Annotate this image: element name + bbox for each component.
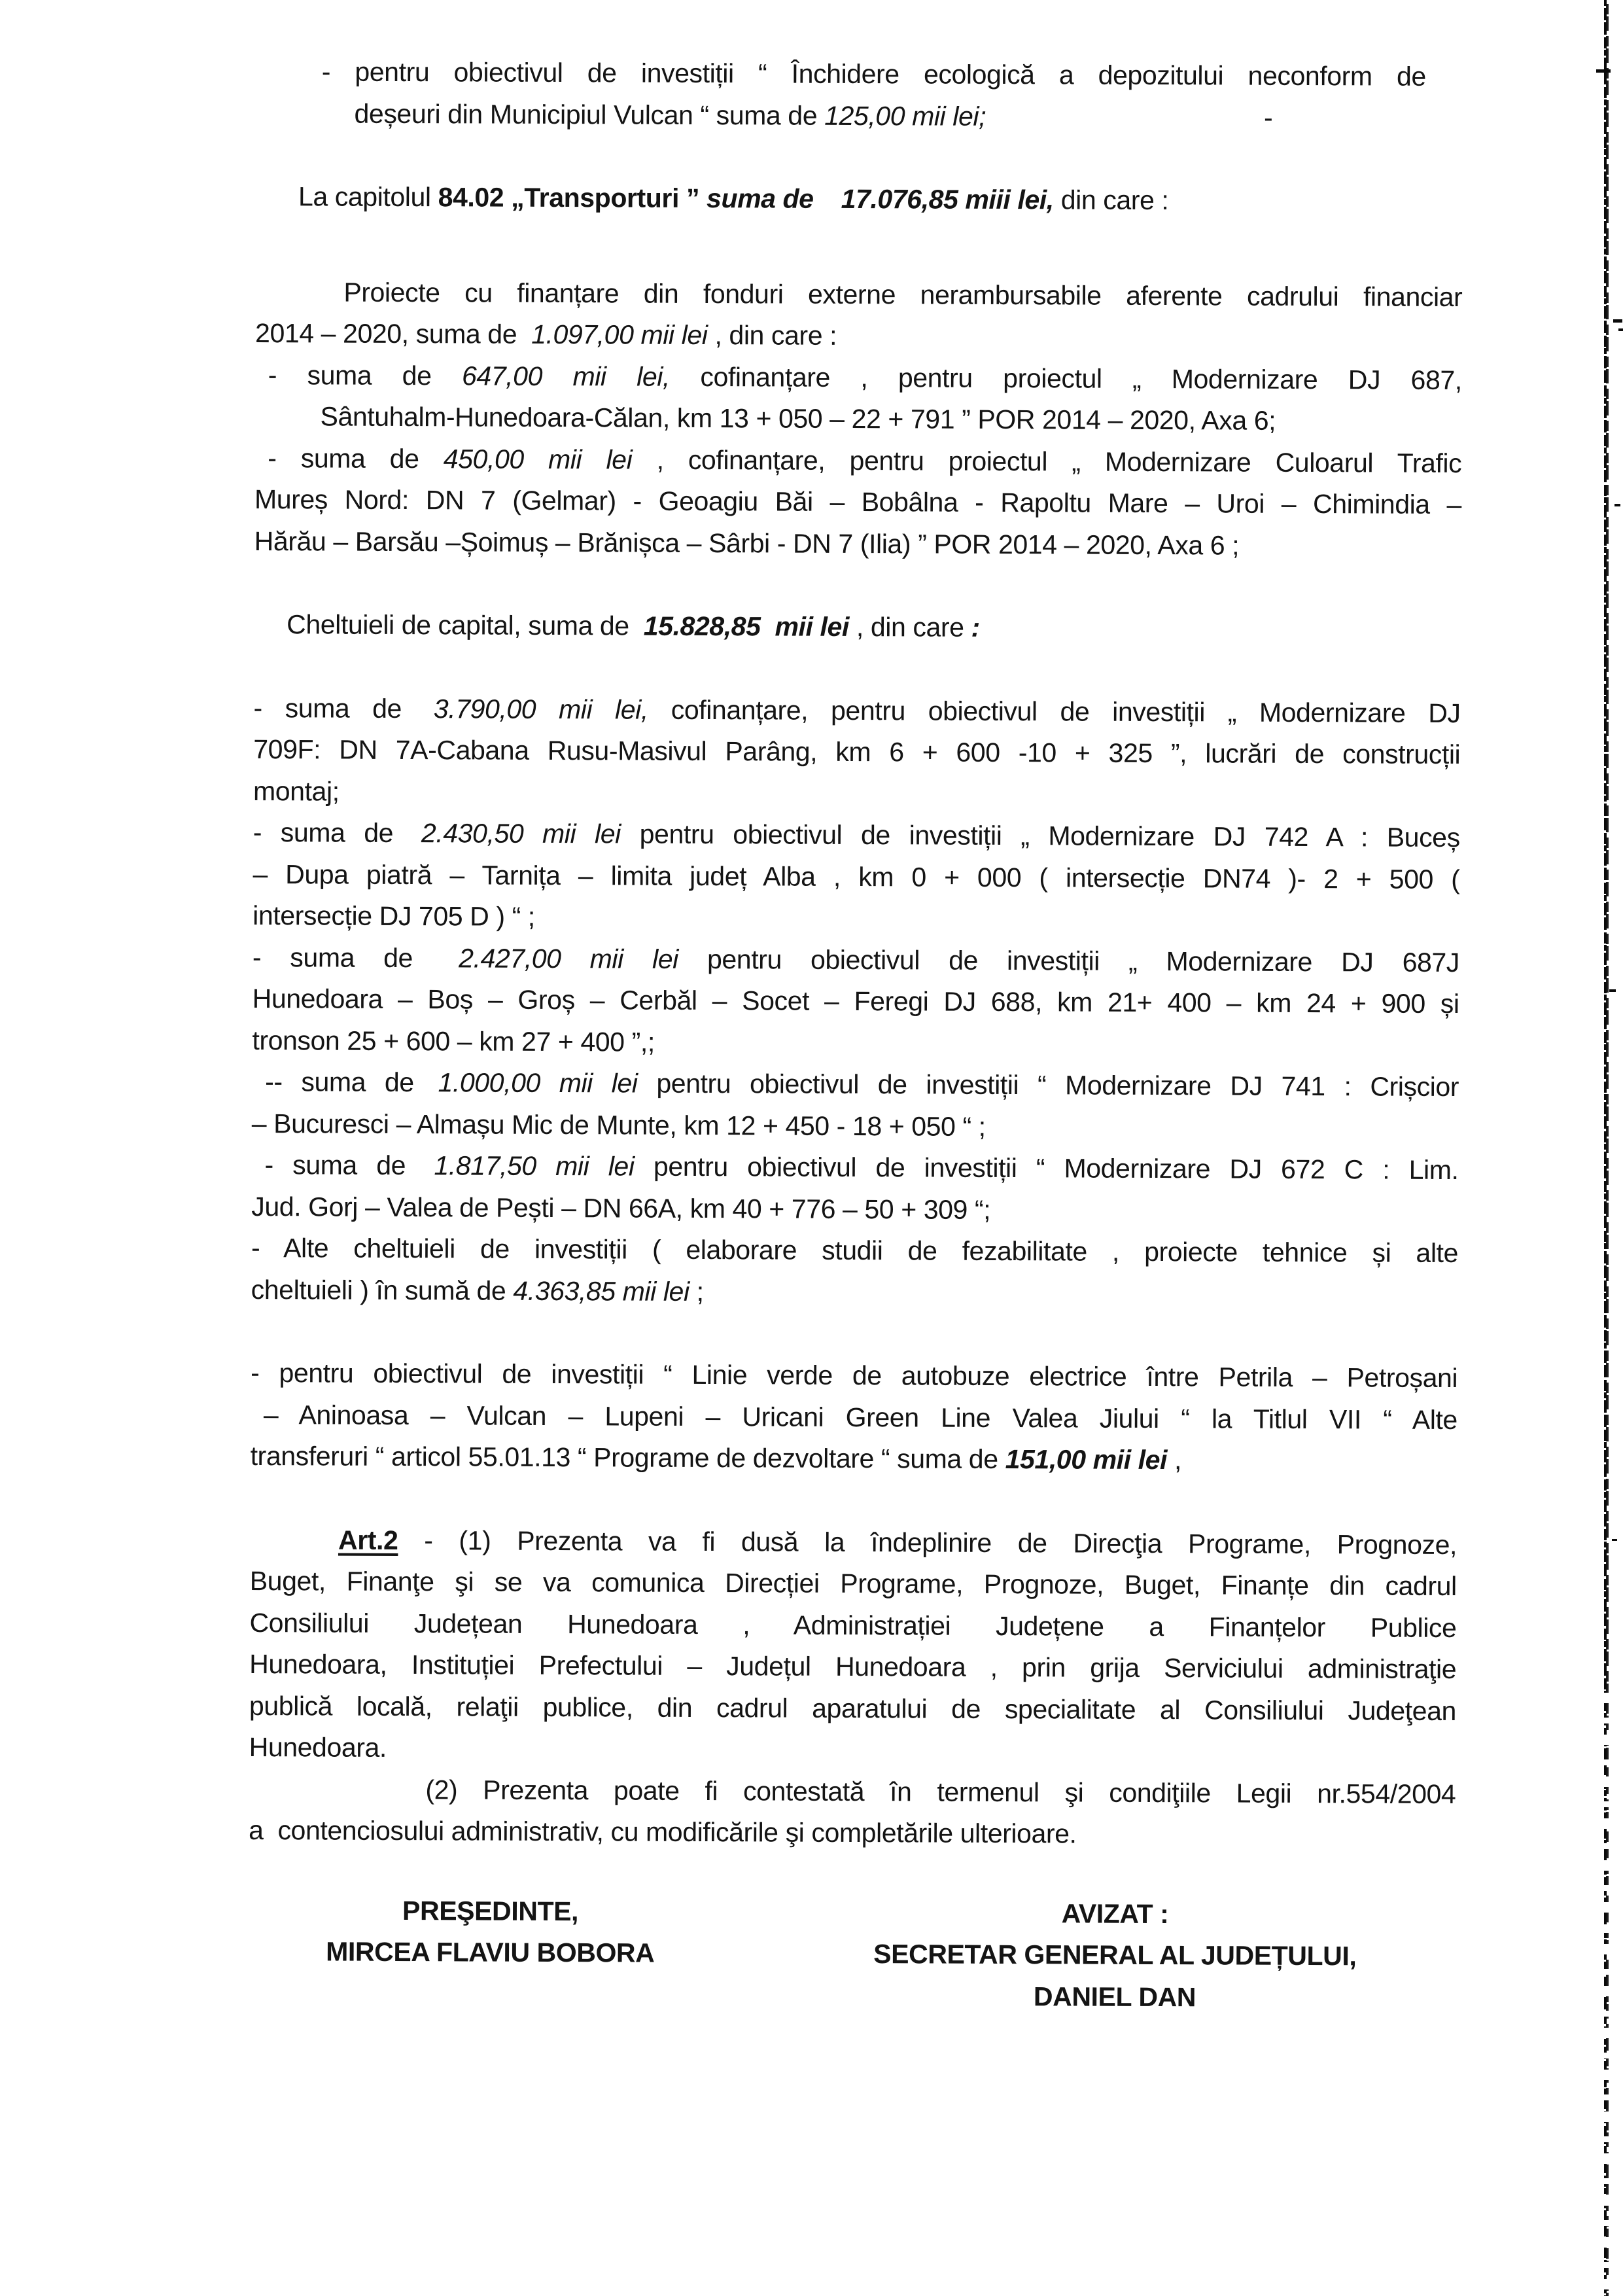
- doc-line: [249, 1685, 1456, 1732]
- doc-line: [253, 978, 1459, 1025]
- text-run: - pentru obiectivul de investiții “ Închidere ecologică a depozitului neconform de: [321, 56, 1426, 92]
- text-run: cofinanțare , pentru proiectul „ Modernizare DJ 687,: [669, 361, 1462, 395]
- text-run: montaj;: [253, 775, 340, 807]
- scan-speck: [1613, 319, 1622, 323]
- doc-line: [253, 812, 1460, 859]
- doc-line: [253, 936, 1459, 983]
- text-run: - pentru obiectivul de investiții “ Linie verde de autobuze electrice între Petrila – Petroșani: [251, 1357, 1458, 1394]
- scan-speck: [1618, 328, 1623, 331]
- text-run: 1.097,00 mii lei: [531, 319, 708, 351]
- text-run: din care :: [1053, 185, 1169, 216]
- text-run: 647,00 mii lei,: [461, 360, 671, 392]
- doc-line: [252, 1103, 1459, 1150]
- text-run: pentru obiectivul de investiții „ Modernizare DJ 742 A : Buceș: [620, 819, 1460, 853]
- text-run: „Transporturi ”: [511, 182, 707, 214]
- signature-line: PREŞEDINTE,: [402, 1895, 579, 1926]
- doc-line: [250, 1436, 1457, 1483]
- text-run: cheltuieli ) în sumă de: [251, 1274, 514, 1306]
- doc-line: [251, 1227, 1458, 1275]
- text-run: Consiliului Județean Hunedoara , Administrației Județene a Finanțelor Publice: [249, 1607, 1457, 1643]
- text-run: - suma de: [252, 942, 442, 973]
- doc-line: [253, 729, 1460, 776]
- text-run: , cofinanțare, pentru proiectul „ Modernizare Culoarul Trafic: [632, 444, 1462, 478]
- text-run: Hunedoara.: [249, 1731, 387, 1763]
- doc-line: [268, 438, 1461, 484]
- text-run: 4.363,85 mii lei: [513, 1275, 689, 1307]
- doc-line: [249, 1644, 1456, 1691]
- signature-block-left: [287, 1890, 693, 2016]
- text-run: deșeuri din Municipiul Vulcan “ suma de: [354, 98, 825, 131]
- text-run: Buget, Finanţe şi se va comunica Direcției Programe, Prognoze, Buget, Finanțe din cadrul: [249, 1565, 1457, 1602]
- doc-line: [253, 853, 1459, 900]
- text-run: Cheltuieli de capital, suma de: [287, 609, 644, 641]
- text-run: - suma de: [268, 359, 462, 391]
- text-run: suma de: [707, 183, 814, 214]
- doc-line: [264, 1144, 1458, 1191]
- scan-edge-breaks: [1601, 1682, 1612, 2296]
- text-run: 17.076,85 miii lei,: [841, 183, 1054, 215]
- text-run: – Dupa piatră – Tarnița – limita județ Alba , km 0 + 000 ( intersecție DN74 )- 2 + 500 (: [253, 858, 1460, 894]
- text-run: La capitolul: [298, 181, 438, 213]
- doc-line: [322, 51, 1426, 97]
- text-run: 15.828,85 mii lei: [643, 610, 850, 642]
- text-run: Proiecte cu finanțare din fonduri externe nerambursabile aferente cadrului financiar: [343, 277, 1463, 312]
- text-run: cofinanțare, pentru obiectivul de investiții „ Modernizare DJ: [648, 694, 1461, 728]
- text-run: - Alte cheltuieli de investiții ( elaborare studii de fezabilitate , proiecte tehnice și alte: [251, 1232, 1459, 1269]
- scan-speck: [1609, 989, 1616, 992]
- text-run: Hunedoara – Boș – Groș – Cerbăl – Socet – Feregi DJ 688, km 21+ 400 – km 24 + 900 și: [252, 983, 1459, 1019]
- doc-line: [354, 93, 1425, 139]
- text-run: - suma de: [253, 817, 413, 849]
- signature-block-right: [837, 1892, 1393, 2019]
- text-run: - suma de: [253, 692, 425, 724]
- doc-line: [249, 1727, 1456, 1774]
- text-run: 2.430,50 mii lei: [421, 818, 621, 849]
- doc-line: [254, 520, 1461, 567]
- text-run: – Aninoasa – Vulcan – Lupeni – Uricani Green Line Valea Jiului “ la Titlul VII “ Alte: [263, 1399, 1457, 1435]
- text-run: tronson 25 + 600 – km 27 + 400 ”,;: [252, 1025, 655, 1057]
- doc-line: [249, 1602, 1456, 1649]
- text-run: intersecție DJ 705 D ) “ ;: [253, 900, 535, 932]
- doc-line: [249, 1810, 1456, 1857]
- text-run: , din care: [848, 611, 971, 643]
- text-run: Hunedoara, Instituției Prefectului – Județul Hunedoara , prin grija Serviciului administraţie: [249, 1648, 1457, 1685]
- text-run: 125,00 mii lei;: [824, 100, 986, 132]
- text-run: Hărău – Barsău –Șoimuș – Brănișca – Sârbi - DN 7 (Ilia) ” POR 2014 – 2020, Axa 6 ;: [254, 525, 1240, 561]
- doc-line: [251, 1352, 1457, 1400]
- text-run: 450,00 mii lei: [443, 443, 633, 475]
- doc-line: [255, 313, 1462, 360]
- text-run: :: [971, 612, 980, 643]
- text-run: pentru obiectivul de investiții „ Modernizare DJ 687J: [678, 944, 1460, 978]
- scan-speck: [1596, 69, 1611, 73]
- doc-line: [287, 604, 1461, 650]
- text-run: transferuri “ articol 55.01.13 “ Programe de dezvoltare “ suma de: [250, 1440, 1005, 1475]
- doc-line: [252, 1019, 1459, 1067]
- doc-line: [253, 687, 1460, 734]
- doc-line: [253, 895, 1459, 942]
- text-run: , din care :: [707, 320, 837, 351]
- text-run: Mureș Nord: DN 7 (Gelmar) - Geoagiu Băi – Bobâlna - Rapoltu Mare – Uroi – Chimindia –: [254, 484, 1462, 520]
- text-run: (2) Prezenta poate fi contestată în termenul şi condiţiile Legii nr.554/2004: [425, 1774, 1456, 1809]
- doc-line: [425, 1769, 1456, 1815]
- text-run: Jud. Gorj – Valea de Pești – DN 66A, km 40 + 776 – 50 + 309 “;: [251, 1191, 991, 1225]
- signature-line: AVIZAT :: [1061, 1898, 1169, 1929]
- doc-line: [265, 1061, 1459, 1108]
- text-run: 2.427,00 mii lei: [459, 942, 678, 974]
- text-run: - suma de: [268, 442, 444, 474]
- text-run: Art.2: [338, 1525, 398, 1555]
- text-run: – Bucuresci – Almașu Mic de Munte, km 12 + 450 - 18 + 050 “ ;: [251, 1108, 986, 1142]
- text-run: - (1) Prezenta va fi dusă la îndeplinire de Direcţia Programe, Prognoze,: [398, 1525, 1457, 1560]
- text-run: 1.817,50 mii lei: [434, 1150, 635, 1182]
- text-run: pentru obiectivul de investiții “ Modernizare DJ 672 C : Lim.: [634, 1151, 1459, 1186]
- scan-speck: [1612, 1539, 1617, 1541]
- text-run: ;: [689, 1276, 704, 1307]
- doc-line: [338, 1519, 1457, 1566]
- doc-line: [254, 479, 1461, 526]
- text-run: - suma de: [264, 1150, 425, 1181]
- doc-line: [251, 1269, 1458, 1316]
- doc-line: [253, 770, 1460, 817]
- text-run: 3.790,00 mii lei,: [433, 693, 649, 725]
- signature-line: SECRETAR GENERAL AL JUDEȚULUI,: [873, 1939, 1357, 1971]
- text-run: publică locală, relaţii publice, din cadrul aparatului de specialitate al Consiliului Judeţean: [249, 1690, 1457, 1726]
- doc-content: [248, 51, 1463, 2019]
- doc-line: [264, 1394, 1457, 1441]
- doc-line: [298, 176, 1463, 222]
- text-run: 709F: DN 7A-Cabana Rusu-Masivul Parâng, km 6 + 600 -10 + 325 ”, lucrări de construcții: [253, 733, 1461, 770]
- doc-line: [343, 272, 1462, 318]
- text-run: a contenciosului administrativ, cu modificările şi completările ulterioare.: [249, 1814, 1077, 1849]
- text-run: 151,00 mii lei: [1005, 1444, 1168, 1475]
- doc-line: [250, 1561, 1457, 1608]
- text-run: Sântuhalm-Hunedoara-Călan, km 13 + 050 – 22 + 791 ” POR 2014 – 2020, Axa 6;: [320, 401, 1276, 436]
- signature-row: [248, 1889, 1456, 2019]
- doc-line: [320, 396, 1461, 442]
- signature-line: DANIEL DAN: [1033, 1981, 1196, 2012]
- scan-speck: [1614, 504, 1620, 506]
- text-run: -- suma de: [265, 1067, 433, 1098]
- signature-line: MIRCEA FLAVIU BOBORA: [326, 1936, 655, 1968]
- text-run: 84.02: [438, 182, 512, 213]
- text-run: 1.000,00 mii lei: [438, 1067, 638, 1099]
- text-run: 2014 – 2020, suma de: [255, 317, 532, 349]
- text-run: pentru obiectivul de investiții “ Modernizare DJ 741 : Crișcior: [637, 1068, 1459, 1103]
- text-run: -: [1264, 102, 1273, 133]
- doc-line: [268, 355, 1462, 401]
- text-run: ,: [1166, 1445, 1182, 1475]
- doc-line: [251, 1186, 1458, 1233]
